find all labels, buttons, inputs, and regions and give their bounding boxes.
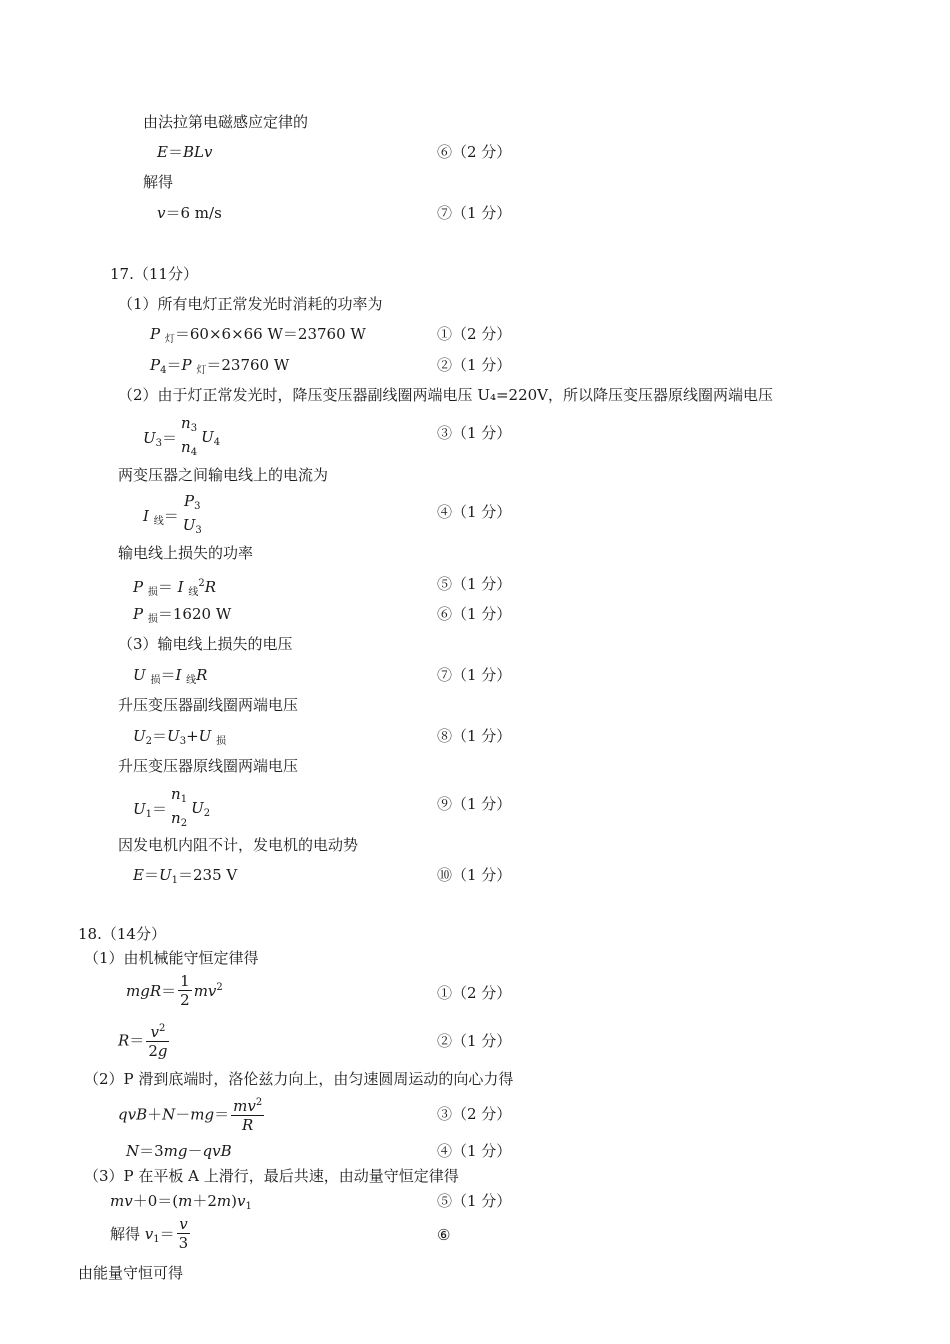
q17-part1-text: （1）所有电灯正常发光时消耗的功率为 xyxy=(118,295,383,313)
jiede-label: 解得 xyxy=(110,1225,141,1243)
q17-step-up-primary-text: 升压变压器原线圈两端电压 xyxy=(118,757,299,775)
jiede-text: 解得 xyxy=(143,173,174,191)
mark-q17-5: ⑤（1 分） xyxy=(437,575,512,593)
equation-u1: $U_1=$ $n_1$ $n_2$ $U_2$ xyxy=(133,785,211,829)
equation-mgr: mgR＝ $\frac{1}{2}$ $mv^2$ xyxy=(126,972,223,1009)
equation-p-lamp: P $_灯$＝60×6×66 W＝23760 W xyxy=(150,325,366,345)
mark-q18-3: ③（2 分） xyxy=(437,1105,512,1123)
equation-u3: $U_3=$ $n_3$ $n_4$ $U_4$ xyxy=(143,414,221,458)
mark-q17-6: ⑥（1 分） xyxy=(437,605,512,623)
mark-q18-4: ④（1 分） xyxy=(437,1142,512,1160)
q17-loss-power-text: 输电线上损失的功率 xyxy=(118,544,254,562)
q18-part1-text: （1）由机械能守恒定律得 xyxy=(84,949,259,967)
mark-q17-10: ⑩（1 分） xyxy=(437,866,512,884)
mark-q18-5: ⑤（1 分） xyxy=(437,1192,512,1210)
mark-q17-1: ①（2 分） xyxy=(437,325,512,343)
mark-q18-2: ②（1 分） xyxy=(437,1032,512,1050)
equation-momentum: $mv+0=(m+2m)v_1$ xyxy=(110,1192,252,1212)
q17-heading: 17.（11分） xyxy=(110,265,198,283)
mark-q17-2: ②（1 分） xyxy=(437,356,512,374)
mark-q18-1: ①（2 分） xyxy=(437,984,512,1002)
faraday-intro-text: 由法拉第电磁感应定律的 xyxy=(143,113,309,131)
equation-e-blv: E＝BLv xyxy=(157,143,213,161)
mark-q17-3: ③（1 分） xyxy=(437,424,512,442)
q18-heading: 18.（14分） xyxy=(78,925,166,943)
equation-i-line: I $_线$＝ $P_3$ $U_3$ xyxy=(143,492,202,536)
equation-u-loss: U $_损$＝I $_线$R xyxy=(133,666,208,686)
equation-p-loss-value: P $_损$＝1620 W xyxy=(133,605,232,625)
q18-part3-text: （3）P 在平板 A 上滑行，最后共速，由动量守恒定律得 xyxy=(84,1167,459,1185)
q17-emf-text: 因发电机内阻不计，发电机的电动势 xyxy=(118,836,359,854)
equation-v1: 解得 $v_1=$ $\frac{v}{3}$ xyxy=(110,1215,189,1252)
q17-part3-text: （3）输电线上损失的电压 xyxy=(118,635,293,653)
q17-part2-text: （2）由于灯正常发光时，降压变压器副线圈两端电压 U₄=220V，所以降压变压器原线圈两端电压 xyxy=(118,386,774,404)
mark-q17-8: ⑧（1 分） xyxy=(437,727,512,745)
q17-step-up-secondary-text: 升压变压器副线圈两端电压 xyxy=(118,696,299,714)
equation-r: R＝ $\frac{v^2}{2g}$ xyxy=(118,1023,168,1060)
mark-q17-9: ⑨（1 分） xyxy=(437,795,512,813)
mark-q16-7: ⑦（1 分） xyxy=(437,204,512,222)
mark-q17-7: ⑦（1 分） xyxy=(437,666,512,684)
mark-q16-6: ⑥（2 分） xyxy=(437,143,512,161)
q18-part2-text: （2）P 滑到底端时，洛伦兹力向上，由匀速圆周运动的向心力得 xyxy=(84,1070,514,1088)
q17-current-text: 两变压器之间输电线上的电流为 xyxy=(118,466,329,484)
equation-u2: $U_2=U_3+U$ $_损$ xyxy=(133,727,227,747)
mark-q18-6: ⑥ xyxy=(437,1226,451,1244)
q18-energy-text: 由能量守恒可得 xyxy=(78,1264,184,1282)
equation-force: qvB＋N－mg＝ $\frac{mv^2}{R}$ xyxy=(118,1097,263,1134)
equation-emf: $E=U_1=235$ V xyxy=(133,866,238,886)
equation-p-loss: P $_损$＝ I $_线^2$R xyxy=(133,578,217,598)
equation-p4: $P_4=P$ $_灯$＝23760 W xyxy=(150,356,290,376)
equation-n: N＝3mg－qvB xyxy=(126,1142,232,1160)
mark-q17-4: ④（1 分） xyxy=(437,503,512,521)
equation-v: v＝6 m/s xyxy=(157,204,222,222)
